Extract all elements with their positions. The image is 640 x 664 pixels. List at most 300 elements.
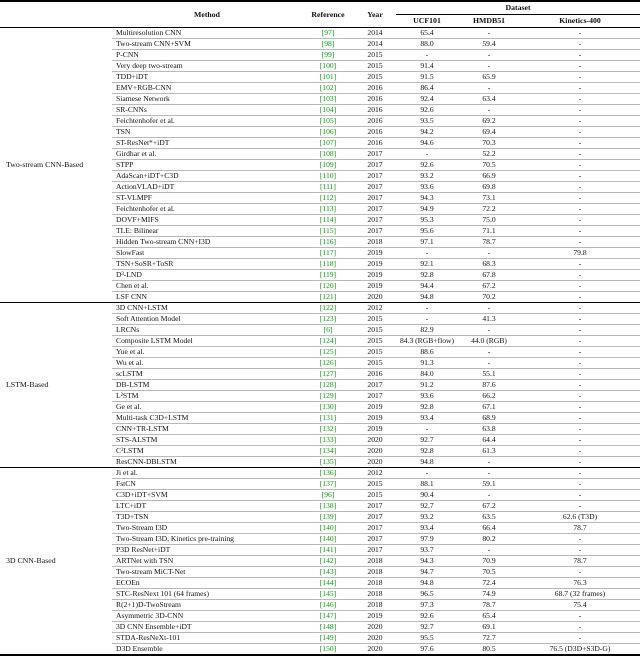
year-cell: 2018 bbox=[354, 600, 396, 611]
hmdb51-cell: 74.9 bbox=[458, 589, 520, 600]
year-cell: 2020 bbox=[354, 633, 396, 644]
kinetics-cell: - bbox=[520, 325, 640, 336]
year-cell: 2015 bbox=[354, 358, 396, 369]
group-label: 3D CNN-Based bbox=[0, 468, 112, 656]
method-cell: ActionVLAD+iDT bbox=[112, 182, 302, 193]
hmdb51-cell: 63.4 bbox=[458, 94, 520, 105]
ucf101-cell: - bbox=[396, 248, 458, 259]
year-cell: 2019 bbox=[354, 424, 396, 435]
year-cell: 2018 bbox=[354, 556, 396, 567]
method-cell: P3D ResNet+iDT bbox=[112, 545, 302, 556]
ucf101-cell: 92.6 bbox=[396, 611, 458, 622]
kinetics-cell: - bbox=[520, 193, 640, 204]
hmdb51-cell: 44.0 (RGB) bbox=[458, 336, 520, 347]
year-cell: 2020 bbox=[354, 446, 396, 457]
kinetics-cell: - bbox=[520, 28, 640, 39]
reference-cell[interactable]: [114] bbox=[302, 215, 354, 226]
reference-cell[interactable]: [127] bbox=[302, 369, 354, 380]
hmdb51-cell: 65.4 bbox=[458, 611, 520, 622]
kinetics-cell: - bbox=[520, 611, 640, 622]
method-cell: D³-LND bbox=[112, 270, 302, 281]
kinetics-cell: - bbox=[520, 358, 640, 369]
hmdb51-cell: - bbox=[458, 468, 520, 479]
hmdb51-cell: 63.8 bbox=[458, 424, 520, 435]
method-cell: Wu et al. bbox=[112, 358, 302, 369]
method-cell: P-CNN bbox=[112, 50, 302, 61]
ucf101-cell: 93.6 bbox=[396, 391, 458, 402]
reference-cell[interactable]: [108] bbox=[302, 149, 354, 160]
kinetics-cell: - bbox=[520, 567, 640, 578]
kinetics-cell: - bbox=[520, 347, 640, 358]
ucf101-cell: 95.3 bbox=[396, 215, 458, 226]
method-cell: Feichtenhofer et al. bbox=[112, 204, 302, 215]
method-cell: ST-VLMPF bbox=[112, 193, 302, 204]
method-cell: SR-CNNs bbox=[112, 105, 302, 116]
method-cell: Very deep two-stream bbox=[112, 61, 302, 72]
method-cell: C3D+iDT+SVM bbox=[112, 490, 302, 501]
method-cell: scLSTM bbox=[112, 369, 302, 380]
year-cell: 2017 bbox=[354, 512, 396, 523]
year-cell: 2015 bbox=[354, 50, 396, 61]
kinetics-cell: - bbox=[520, 72, 640, 83]
year-cell: 2017 bbox=[354, 380, 396, 391]
year-cell: 2015 bbox=[354, 347, 396, 358]
hmdb51-cell: - bbox=[458, 61, 520, 72]
year-cell: 2017 bbox=[354, 193, 396, 204]
reference-cell[interactable]: [130] bbox=[302, 402, 354, 413]
kinetics-cell: - bbox=[520, 303, 640, 314]
ucf101-header: UCF101 bbox=[396, 15, 458, 28]
year-cell: 2016 bbox=[354, 138, 396, 149]
kinetics-cell: - bbox=[520, 479, 640, 490]
kinetics-cell: 68.7 (32 frames) bbox=[520, 589, 640, 600]
hmdb51-cell: 41.3 bbox=[458, 314, 520, 325]
ucf101-cell: 94.8 bbox=[396, 457, 458, 468]
kinetics-cell: 78.7 bbox=[520, 556, 640, 567]
ucf101-cell: 65.4 bbox=[396, 28, 458, 39]
hmdb51-cell: 72.4 bbox=[458, 578, 520, 589]
ucf101-cell: 97.6 bbox=[396, 644, 458, 656]
ucf101-cell: 94.2 bbox=[396, 127, 458, 138]
year-cell: 2019 bbox=[354, 611, 396, 622]
reference-cell[interactable]: [100] bbox=[302, 61, 354, 72]
hmdb51-cell: 70.5 bbox=[458, 160, 520, 171]
method-cell: L²STM bbox=[112, 391, 302, 402]
reference-cell[interactable]: [122] bbox=[302, 303, 354, 314]
method-cell: Two-Stream I3D bbox=[112, 523, 302, 534]
method-cell: Ji et al. bbox=[112, 468, 302, 479]
year-cell: 2016 bbox=[354, 83, 396, 94]
ucf101-cell: 94.3 bbox=[396, 193, 458, 204]
reference-cell[interactable]: [117] bbox=[302, 248, 354, 259]
reference-cell[interactable]: [6] bbox=[302, 325, 354, 336]
kinetics-cell: - bbox=[520, 182, 640, 193]
kinetics-cell: 76.5 (D3D+S3D-G) bbox=[520, 644, 640, 656]
hmdb51-cell: - bbox=[458, 358, 520, 369]
ucf101-cell: - bbox=[396, 424, 458, 435]
reference-cell[interactable]: [99] bbox=[302, 50, 354, 61]
reference-cell[interactable]: [103] bbox=[302, 94, 354, 105]
ucf101-cell: 92.8 bbox=[396, 402, 458, 413]
group-label: LSTM-Based bbox=[0, 303, 112, 468]
reference-cell[interactable]: [137] bbox=[302, 479, 354, 490]
method-cell: Ge et al. bbox=[112, 402, 302, 413]
hmdb51-cell: 67.2 bbox=[458, 501, 520, 512]
reference-cell[interactable]: [135] bbox=[302, 457, 354, 468]
hmdb51-cell: - bbox=[458, 325, 520, 336]
hmdb51-cell: 69.4 bbox=[458, 127, 520, 138]
year-cell: 2017 bbox=[354, 391, 396, 402]
method-cell: Two-Stream I3D, Kinetics pre-training bbox=[112, 534, 302, 545]
ucf101-cell: 92.6 bbox=[396, 105, 458, 116]
reference-cell[interactable]: [120] bbox=[302, 281, 354, 292]
year-cell: 2017 bbox=[354, 149, 396, 160]
ucf101-cell: 93.4 bbox=[396, 523, 458, 534]
reference-cell[interactable]: [147] bbox=[302, 611, 354, 622]
reference-cell[interactable]: [111] bbox=[302, 182, 354, 193]
ucf101-cell: 91.4 bbox=[396, 61, 458, 72]
ucf101-cell: 88.0 bbox=[396, 39, 458, 50]
reference-cell[interactable]: [126] bbox=[302, 358, 354, 369]
reference-header: Reference bbox=[302, 1, 354, 28]
reference-cell[interactable]: [101] bbox=[302, 72, 354, 83]
reference-cell[interactable]: [148] bbox=[302, 622, 354, 633]
ucf101-cell: 97.3 bbox=[396, 600, 458, 611]
year-cell: 2014 bbox=[354, 39, 396, 50]
hmdb51-cell: 69.1 bbox=[458, 622, 520, 633]
reference-cell[interactable]: [149] bbox=[302, 633, 354, 644]
year-cell: 2017 bbox=[354, 545, 396, 556]
year-cell: 2018 bbox=[354, 237, 396, 248]
hmdb51-cell: 78.7 bbox=[458, 237, 520, 248]
hmdb51-cell: - bbox=[458, 248, 520, 259]
kinetics-cell: - bbox=[520, 127, 640, 138]
year-cell: 2018 bbox=[354, 567, 396, 578]
ucf101-cell: 94.7 bbox=[396, 567, 458, 578]
hmdb51-cell: - bbox=[458, 83, 520, 94]
hmdb51-cell: 67.1 bbox=[458, 402, 520, 413]
kinetics-cell: - bbox=[520, 50, 640, 61]
reference-cell[interactable]: [144] bbox=[302, 578, 354, 589]
kinetics-cell: - bbox=[520, 237, 640, 248]
method-cell: Multi-task C3D+LSTM bbox=[112, 413, 302, 424]
kinetics-cell: - bbox=[520, 270, 640, 281]
method-cell: DOVF+MIFS bbox=[112, 215, 302, 226]
hmdb51-cell: 69.8 bbox=[458, 182, 520, 193]
year-cell: 2015 bbox=[354, 72, 396, 83]
ucf101-cell: 97.1 bbox=[396, 237, 458, 248]
reference-cell[interactable]: [136] bbox=[302, 468, 354, 479]
method-cell: Yue et al. bbox=[112, 347, 302, 358]
hmdb51-cell: 64.4 bbox=[458, 435, 520, 446]
reference-cell[interactable]: [109] bbox=[302, 160, 354, 171]
method-cell: STS-ALSTM bbox=[112, 435, 302, 446]
year-cell: 2020 bbox=[354, 622, 396, 633]
reference-cell[interactable]: [133] bbox=[302, 435, 354, 446]
reference-cell[interactable]: [145] bbox=[302, 589, 354, 600]
hmdb51-cell: - bbox=[458, 105, 520, 116]
kinetics-cell: - bbox=[520, 226, 640, 237]
method-cell: Multiresolution CNN bbox=[112, 28, 302, 39]
ucf101-cell: - bbox=[396, 303, 458, 314]
method-cell: SlowFast bbox=[112, 248, 302, 259]
kinetics-cell: 76.3 bbox=[520, 578, 640, 589]
kinetics-cell: - bbox=[520, 435, 640, 446]
year-cell: 2018 bbox=[354, 578, 396, 589]
ucf101-cell: 91.5 bbox=[396, 72, 458, 83]
hmdb51-cell: 67.8 bbox=[458, 270, 520, 281]
reference-cell[interactable]: [143] bbox=[302, 567, 354, 578]
year-cell: 2016 bbox=[354, 105, 396, 116]
method-cell: ARTNet with TSN bbox=[112, 556, 302, 567]
kinetics-cell: - bbox=[520, 61, 640, 72]
year-cell: 2019 bbox=[354, 270, 396, 281]
hmdb51-cell: 80.5 bbox=[458, 644, 520, 656]
year-cell: 2014 bbox=[354, 28, 396, 39]
hmdb51-cell: - bbox=[458, 457, 520, 468]
kinetics-cell: 62.6 (T3D) bbox=[520, 512, 640, 523]
kinetics-cell: - bbox=[520, 149, 640, 160]
ucf101-cell: 94.9 bbox=[396, 204, 458, 215]
ucf101-cell: 91.2 bbox=[396, 380, 458, 391]
header-row-top bbox=[0, 1, 640, 15]
year-cell: 2015 bbox=[354, 490, 396, 501]
reference-cell[interactable]: [131] bbox=[302, 413, 354, 424]
reference-cell[interactable]: [150] bbox=[302, 644, 354, 656]
method-cell: R(2+1)D-TwoStream bbox=[112, 600, 302, 611]
table-row bbox=[0, 468, 640, 479]
method-cell: TDD+iDT bbox=[112, 72, 302, 83]
kinetics-cell: - bbox=[520, 281, 640, 292]
kinetics-cell: - bbox=[520, 402, 640, 413]
hmdb51-cell: 71.1 bbox=[458, 226, 520, 237]
year-cell: 2016 bbox=[354, 127, 396, 138]
reference-cell[interactable]: [107] bbox=[302, 138, 354, 149]
year-cell: 2017 bbox=[354, 182, 396, 193]
kinetics400-header: Kinetics-400 bbox=[520, 15, 640, 28]
kinetics-cell: - bbox=[520, 292, 640, 303]
hmdb51-cell: 63.5 bbox=[458, 512, 520, 523]
year-cell: 2020 bbox=[354, 435, 396, 446]
reference-cell[interactable]: [97] bbox=[302, 28, 354, 39]
kinetics-cell: - bbox=[520, 545, 640, 556]
year-cell: 2017 bbox=[354, 215, 396, 226]
method-header: Method bbox=[112, 1, 302, 28]
method-cell: Girdhar et al. bbox=[112, 149, 302, 160]
hmdb51-cell: - bbox=[458, 347, 520, 358]
dataset-header: Dataset bbox=[396, 1, 640, 15]
method-cell: LSF CNN bbox=[112, 292, 302, 303]
kinetics-cell: - bbox=[520, 83, 640, 94]
kinetics-cell: 75.4 bbox=[520, 600, 640, 611]
ucf101-cell: 93.6 bbox=[396, 182, 458, 193]
kinetics-cell: 79.8 bbox=[520, 248, 640, 259]
hmdb51-cell: 72.2 bbox=[458, 204, 520, 215]
hmdb51-cell: 59.4 bbox=[458, 39, 520, 50]
hmdb51-cell: 75.0 bbox=[458, 215, 520, 226]
reference-cell[interactable]: [118] bbox=[302, 259, 354, 270]
ucf101-cell: 93.2 bbox=[396, 512, 458, 523]
reference-cell[interactable]: [132] bbox=[302, 424, 354, 435]
method-cell: STDA-ResNeXt-101 bbox=[112, 633, 302, 644]
kinetics-cell: - bbox=[520, 391, 640, 402]
kinetics-cell: - bbox=[520, 160, 640, 171]
year-cell: 2016 bbox=[354, 94, 396, 105]
ucf101-cell: 95.6 bbox=[396, 226, 458, 237]
ucf101-cell: 88.6 bbox=[396, 347, 458, 358]
ucf101-cell: 92.7 bbox=[396, 622, 458, 633]
method-cell: TSN bbox=[112, 127, 302, 138]
reference-cell[interactable]: [142] bbox=[302, 556, 354, 567]
year-cell: 2020 bbox=[354, 457, 396, 468]
ucf101-cell: - bbox=[396, 50, 458, 61]
ucf101-cell: 95.5 bbox=[396, 633, 458, 644]
hmdb51-cell: 59.1 bbox=[458, 479, 520, 490]
ucf101-cell: - bbox=[396, 314, 458, 325]
reference-cell[interactable]: [128] bbox=[302, 380, 354, 391]
ucf101-cell: 92.7 bbox=[396, 435, 458, 446]
kinetics-cell: - bbox=[520, 259, 640, 270]
hmdb51-cell: 65.9 bbox=[458, 72, 520, 83]
reference-cell[interactable]: [138] bbox=[302, 501, 354, 512]
method-cell: ST-ResNet*+iDT bbox=[112, 138, 302, 149]
kinetics-cell: - bbox=[520, 204, 640, 215]
ucf101-cell: 84.3 (RGB+flow) bbox=[396, 336, 458, 347]
reference-cell[interactable]: [129] bbox=[302, 391, 354, 402]
hmdb51-cell: 70.9 bbox=[458, 556, 520, 567]
reference-cell[interactable]: [139] bbox=[302, 512, 354, 523]
method-cell: TLE: Bilinear bbox=[112, 226, 302, 237]
year-cell: 2020 bbox=[354, 644, 396, 656]
reference-cell[interactable]: [102] bbox=[302, 83, 354, 94]
group-column-header bbox=[0, 1, 112, 28]
hmdb51-cell: 67.2 bbox=[458, 281, 520, 292]
method-cell: Siamese Network bbox=[112, 94, 302, 105]
kinetics-cell: - bbox=[520, 369, 640, 380]
method-cell: CNN+TR-LSTM bbox=[112, 424, 302, 435]
reference-cell[interactable]: [110] bbox=[302, 171, 354, 182]
hmdb51-cell: 78.7 bbox=[458, 600, 520, 611]
ucf101-cell: - bbox=[396, 468, 458, 479]
reference-cell[interactable]: [105] bbox=[302, 116, 354, 127]
hmdb51-cell: 68.9 bbox=[458, 413, 520, 424]
hmdb51-cell: 66.4 bbox=[458, 523, 520, 534]
year-cell: 2012 bbox=[354, 303, 396, 314]
ucf101-cell: 96.5 bbox=[396, 589, 458, 600]
reference-cell[interactable]: [119] bbox=[302, 270, 354, 281]
year-cell: 2018 bbox=[354, 589, 396, 600]
method-cell: 3D CNN+LSTM bbox=[112, 303, 302, 314]
hmdb51-cell: - bbox=[458, 545, 520, 556]
ucf101-cell: 92.8 bbox=[396, 446, 458, 457]
method-cell: AdaScan+iDT+C3D bbox=[112, 171, 302, 182]
year-cell: 2017 bbox=[354, 204, 396, 215]
method-cell: 3D CNN Ensemble+iDT bbox=[112, 622, 302, 633]
method-cell: LRCNs bbox=[112, 325, 302, 336]
reference-cell[interactable]: [125] bbox=[302, 347, 354, 358]
hmdb51-cell: - bbox=[458, 50, 520, 61]
reference-cell[interactable]: [140] bbox=[302, 534, 354, 545]
reference-cell[interactable]: [112] bbox=[302, 193, 354, 204]
kinetics-cell: - bbox=[520, 39, 640, 50]
group-label: Two-stream CNN-Based bbox=[0, 28, 112, 303]
ucf101-cell: 82.9 bbox=[396, 325, 458, 336]
year-cell: 2016 bbox=[354, 116, 396, 127]
kinetics-cell: - bbox=[520, 215, 640, 226]
reference-cell[interactable]: [113] bbox=[302, 204, 354, 215]
method-cell: D3D Ensemble bbox=[112, 644, 302, 656]
reference-cell[interactable]: [141] bbox=[302, 545, 354, 556]
method-cell: FstCN bbox=[112, 479, 302, 490]
kinetics-cell: - bbox=[520, 446, 640, 457]
method-cell: C²LSTM bbox=[112, 446, 302, 457]
ucf101-cell: 92.8 bbox=[396, 270, 458, 281]
year-cell: 2017 bbox=[354, 171, 396, 182]
year-cell: 2012 bbox=[354, 468, 396, 479]
reference-cell[interactable]: [106] bbox=[302, 127, 354, 138]
ucf101-cell: 93.7 bbox=[396, 545, 458, 556]
method-cell: STPP bbox=[112, 160, 302, 171]
reference-cell[interactable]: [134] bbox=[302, 446, 354, 457]
ucf101-cell: 91.3 bbox=[396, 358, 458, 369]
table-body bbox=[0, 28, 640, 656]
kinetics-cell: - bbox=[520, 413, 640, 424]
table-row bbox=[0, 28, 640, 39]
year-cell: 2015 bbox=[354, 336, 396, 347]
reference-cell[interactable]: [123] bbox=[302, 314, 354, 325]
ucf101-cell: 93.5 bbox=[396, 116, 458, 127]
hmdb51-cell: 70.2 bbox=[458, 292, 520, 303]
ucf101-cell: 94.6 bbox=[396, 138, 458, 149]
year-cell: 2016 bbox=[354, 369, 396, 380]
method-cell: Composite LSTM Model bbox=[112, 336, 302, 347]
reference-cell[interactable]: [104] bbox=[302, 105, 354, 116]
reference-cell[interactable]: [121] bbox=[302, 292, 354, 303]
reference-cell[interactable]: [96] bbox=[302, 490, 354, 501]
hmdb51-cell: 52.2 bbox=[458, 149, 520, 160]
method-cell: Chen et al. bbox=[112, 281, 302, 292]
year-cell: 2017 bbox=[354, 226, 396, 237]
reference-cell[interactable]: [146] bbox=[302, 600, 354, 611]
year-cell: 2015 bbox=[354, 325, 396, 336]
reference-cell[interactable]: [140] bbox=[302, 523, 354, 534]
ucf101-cell: 92.1 bbox=[396, 259, 458, 270]
kinetics-cell: - bbox=[520, 380, 640, 391]
reference-cell[interactable]: [115] bbox=[302, 226, 354, 237]
hmdb51-cell: 87.6 bbox=[458, 380, 520, 391]
ucf101-cell: 94.8 bbox=[396, 292, 458, 303]
reference-cell[interactable]: [124] bbox=[302, 336, 354, 347]
kinetics-cell: - bbox=[520, 424, 640, 435]
ucf101-cell: 94.4 bbox=[396, 281, 458, 292]
year-cell: 2019 bbox=[354, 402, 396, 413]
year-cell: 2017 bbox=[354, 160, 396, 171]
method-cell: EMV+RGB-CNN bbox=[112, 83, 302, 94]
hmdb51-cell: 70.3 bbox=[458, 138, 520, 149]
hmdb51-cell: 73.1 bbox=[458, 193, 520, 204]
reference-cell[interactable]: [116] bbox=[302, 237, 354, 248]
method-cell: Hidden Two-stream CNN+I3D bbox=[112, 237, 302, 248]
ucf101-cell: 94.8 bbox=[396, 578, 458, 589]
method-cell: STC-ResNext 101 (64 frames) bbox=[112, 589, 302, 600]
reference-cell[interactable]: [98] bbox=[302, 39, 354, 50]
hmdb51-cell: 55.1 bbox=[458, 369, 520, 380]
method-cell: Feichtenhofer et al. bbox=[112, 116, 302, 127]
kinetics-cell: - bbox=[520, 457, 640, 468]
method-cell: ECOEn bbox=[112, 578, 302, 589]
ucf101-cell: 97.9 bbox=[396, 534, 458, 545]
table-row bbox=[0, 303, 640, 314]
